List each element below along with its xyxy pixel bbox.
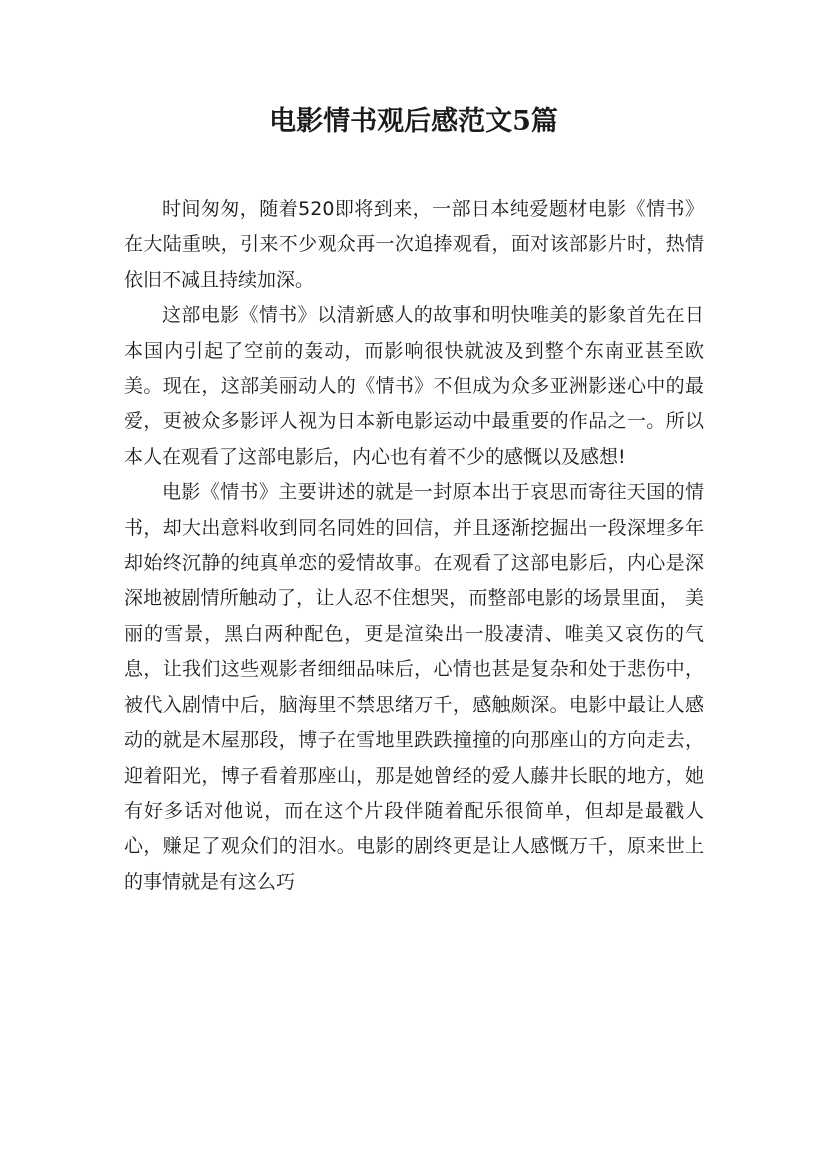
paragraph: 这部电影《情书》以清新感人的故事和明快唯美的影象首先在日本国内引起了空前的轰动，而影响很快就波及到整个东南亚甚至欧美。现在，这部美丽动人的《情书》不但成为众多亚洲影迷心中的最爱，更被众多影评人视为日本新电影运动中最重要的作品之一。所以本人在观看了这部电影后，内心也有着不少的感慨以及感想! [124,304,704,468]
document-title: 电影情书观后感范文5篇 [269,106,558,137]
paragraph: 电影《情书》主要讲述的就是一封原本出于哀思而寄往天国的情书，却大出意料收到同名同姓的回信，并且逐渐挖掘出一段深埋多年却始终沉静的纯真单恋的爱情故事。在观看了这部电影后，内心是深深地被剧情所触动了，让人忍不住想哭，而整部电影的场景里面， 美丽的雪景，黑白两种配色，更是渲染出一股凄清、唯美又哀伤的气息，让我们这些观影者细细品味后，心情也甚是复杂和处于悲伤中，被代入剧情中后，脑海里不禁思绪万千，感触颇深。电影中最让人感动的就是木屋那段，博子在雪地里跌跌撞撞的向那座山的方向走去，迎着阳光，博子看着那座山，那是她曾经的爱人藤井长眠的地方，她有好多话对他说，而在这个片段伴随着配乐很简单，但却是最戳人心，赚足了观众们的泪水。电影的剧终更是让人感慨万千，原来世上的事情就是有这么巧 [124,481,704,893]
document-body [124,192,704,900]
paragraph: 时间匆匆，随着520即将到来，一部日本纯爱题材电影《情书》在大陆重映，引来不少观众再一次追捧观看，面对该部影片时，热情依旧不减且持续加深。 [124,198,704,291]
